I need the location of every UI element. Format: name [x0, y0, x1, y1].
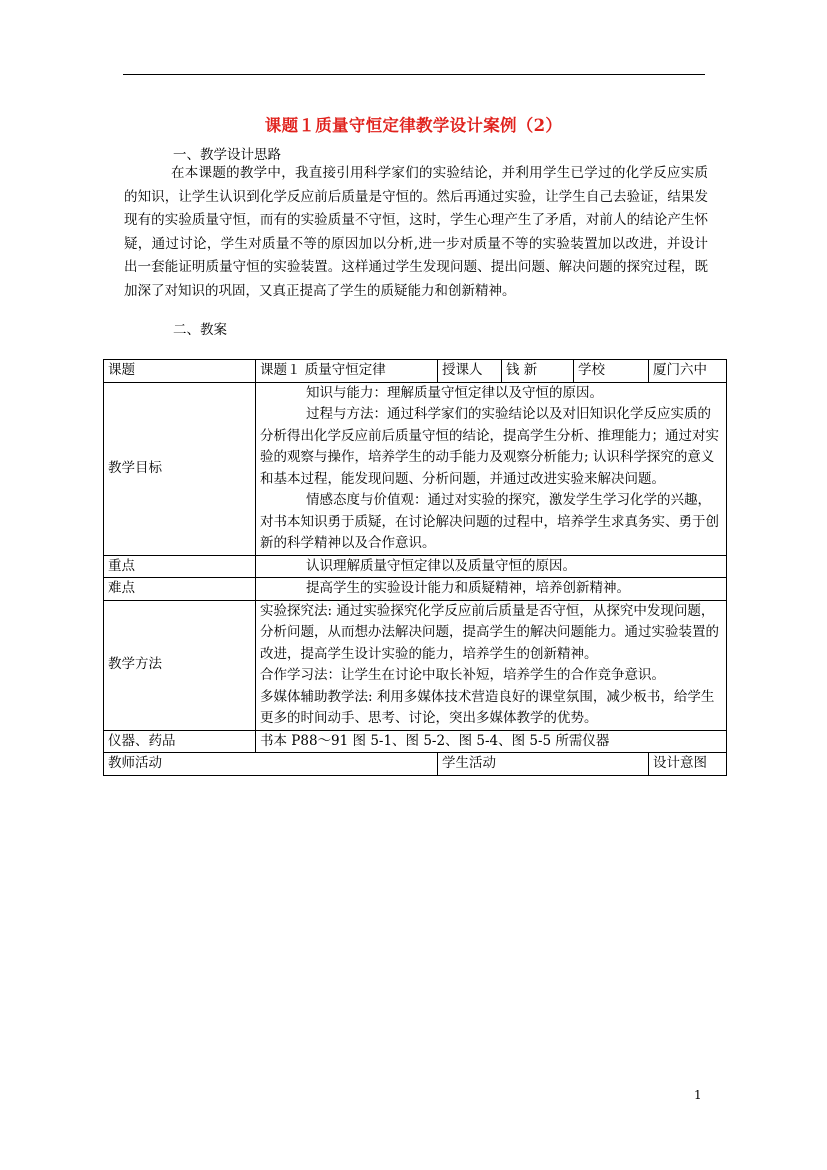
- student-activity-header: 学生活动: [438, 753, 649, 776]
- teacher-activity-header: 教师活动: [104, 753, 438, 776]
- table-row: [104, 360, 727, 383]
- design-intent-header: 设计意图: [649, 753, 727, 776]
- method-experiment: 实验探究法: 通过实验探究化学反应前后质量是否守恒，从探究中发现问题，分析问题，从而想办法解决问题，提高学生的解决问题能力。通过实验装置的改进，提高学生设计实验的能力，培养学生的创新精神。: [260, 602, 719, 662]
- goals-cell: [256, 382, 727, 555]
- table-row: [104, 382, 727, 555]
- label-cell: 重点: [104, 555, 256, 578]
- methods-cell: [256, 600, 727, 730]
- school-cell: 厦门六中: [649, 360, 727, 383]
- design-paragraph: 在本课题的教学中，我直接引用科学家们的实验结论，并利用学生已学过的化学反应实质的知识，让学生认识到化学反应前后质量是守恒的。然后再通过实验，让学生自己去验证，结果发现有的实验质量守恒，而有的实验质量不守恒，这时，学生心理产生了矛盾，对前人的结论产生怀疑，通过讨论，学生对质量不等的原因加以分析,进一步对质量不等的实验装置加以改进，并设计出一套能证明质量守恒的实验装置。这样通过学生发现问题、提出问题、解决问题的探究过程，既加深了对知识的巩固，又真正提高了学生的质疑能力和创新精神。: [124, 165, 708, 299]
- method-multimedia: 多媒体辅助教学法: 利用多媒体技术营造良好的课堂氛围，减少板书，给学生更多的时间动手、思考、讨论，突出多媒体教学的优势。: [260, 688, 715, 726]
- section-heading-plan: 二、教案: [173, 322, 227, 338]
- page-number: 1: [694, 1088, 702, 1102]
- label-cell: 课题: [104, 360, 256, 383]
- label-cell: 仪器、药品: [104, 730, 256, 753]
- method-cooperative: 合作学习法：让学生在讨论中取长补短，培养学生的合作竞争意识。: [260, 667, 665, 683]
- label-cell: 教学目标: [104, 382, 256, 555]
- goal-process: 过程与方法：通过科学家们的实验结论以及对旧知识化学反应实质的分析得出化学反应前后质量守恒的结论，提高学生分析、推理能力；通过对实验的观察与操作，培养学生的动手能力及观察分析能力; 认识科学探究的意义和基本过程，能发现问题、分析问题，并通过改进实验来解决问题。: [260, 406, 719, 487]
- table-row: [104, 753, 727, 776]
- goal-attitude: 情感态度与价值观：通过对实验的探究，激发学生学习化学的兴趣，对书本知识勇于质疑，在讨论解决问题的过程中，培养学生求真务实、勇于创新的科学精神以及合作意识。: [260, 492, 719, 551]
- school-label-cell: 学校: [574, 360, 649, 383]
- label-cell: 难点: [104, 578, 256, 601]
- table-row: [104, 600, 727, 730]
- section-heading-design: 一、教学设计思路: [173, 147, 281, 163]
- document-title: 课题１质量守恒定律教学设计案例（2）: [264, 116, 563, 135]
- equipment-cell: 书本 P88～91 图 5-1、图 5-2、图 5-4、图 5-5 所需仪器: [256, 730, 727, 753]
- table-row: [104, 578, 727, 601]
- lesson-plan-table: [103, 359, 727, 776]
- goal-knowledge: 知识与能力：理解质量守恒定律以及守恒的原因。: [306, 384, 603, 401]
- key-cell: 认识理解质量守恒定律以及质量守恒的原因。: [256, 555, 727, 578]
- label-cell: 教学方法: [104, 600, 256, 730]
- teacher-label-cell: 授课人: [438, 360, 502, 383]
- table-row: [104, 555, 727, 578]
- difficulty-cell: 提高学生的实验设计能力和质疑精神，培养创新精神。: [256, 578, 727, 601]
- header-rule: [123, 74, 705, 75]
- teacher-cell: 钱 新: [502, 360, 574, 383]
- course-cell: 课题１ 质量守恒定律: [256, 360, 438, 383]
- table-row: [104, 730, 727, 753]
